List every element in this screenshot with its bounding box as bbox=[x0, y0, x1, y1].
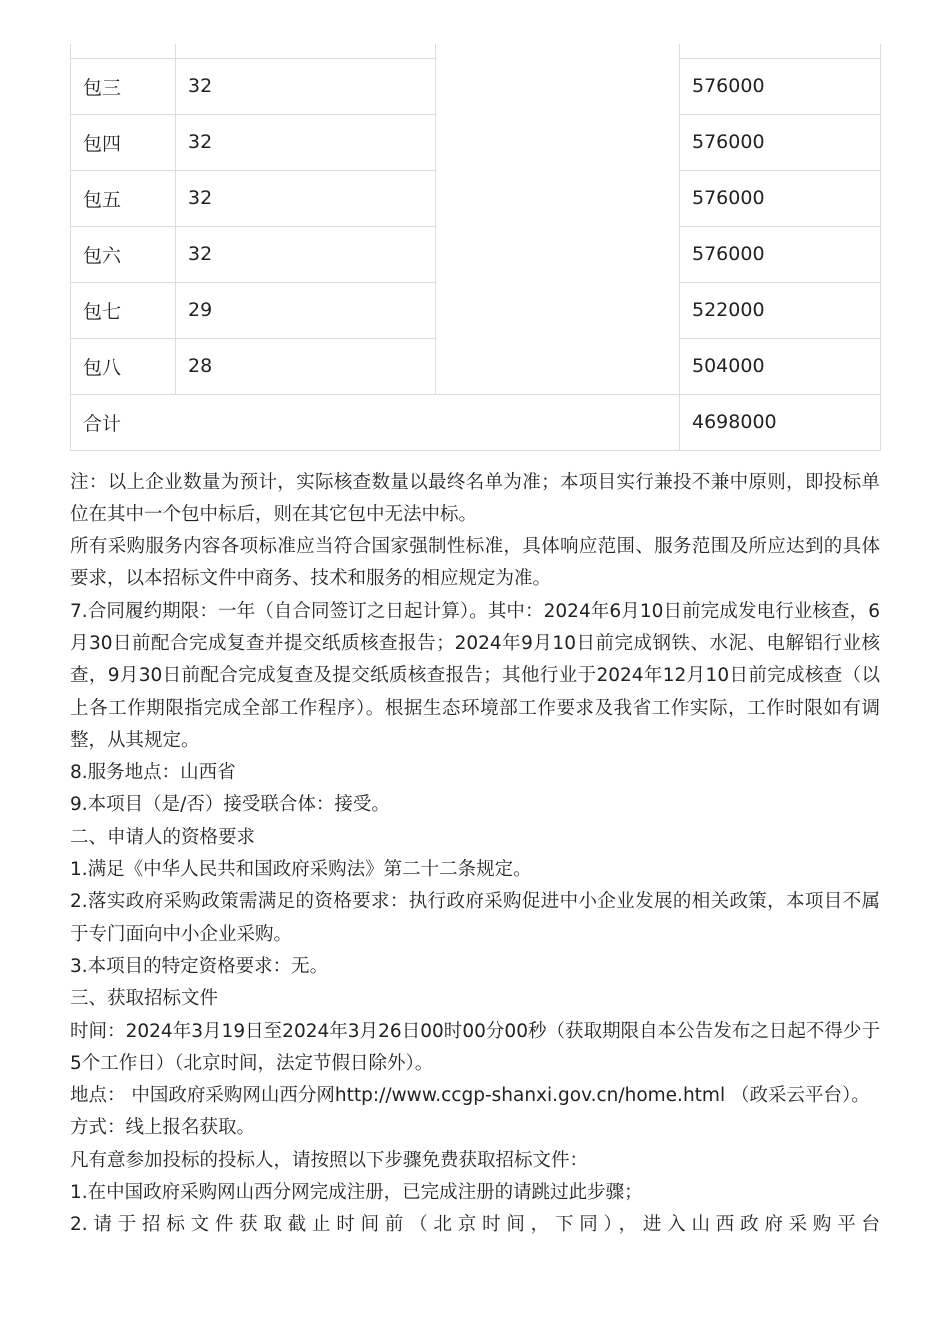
budget-amount: 504000 bbox=[680, 338, 881, 394]
budget-amount: 576000 bbox=[680, 170, 881, 226]
qualification-item-1: 1.满足《中华人民共和国政府采购法》第二十二条规定。 bbox=[70, 859, 532, 881]
enterprise-count: 28 bbox=[176, 338, 436, 394]
budget-amount: 576000 bbox=[680, 114, 881, 170]
total-label: 合计 bbox=[71, 394, 680, 450]
obtain-step-1: 1.在中国政府采购网山西分网完成注册，已完成注册的请跳过此步骤； bbox=[70, 1182, 643, 1204]
standards-paragraph: 所有采购服务内容各项标准应当符合国家强制性标准，具体响应范围、服务范围及所应达到的具体要求，以本招标文件中商务、技术和服务的相应规定为准。 bbox=[70, 536, 880, 590]
table-row bbox=[71, 114, 881, 170]
package-budget-table bbox=[70, 44, 881, 451]
contract-period-paragraph: 7.合同履约期限：一年（自合同签订之日起计算）。其中：2024年6月10日前完成发电行业核查，6月30日前配合完成复查并提交纸质核查报告；2024年9月10日前完成钢铁、水泥、电解铝行业核查，9月30日前配合完成复查及提交纸质核查报告；其他行业于2024年12月10日前完成核查（以上各工作期限指完成全部工作程序）。根据生态环境部工作要求及我省工作实际，工作时限如有调整，从其规定。 bbox=[70, 600, 880, 751]
obtain-location-paragraph: 地点： 中国政府采购网山西分网http://www.ccgp-shanxi.gov.cn/home.html （政采云平台）。 bbox=[70, 1085, 870, 1107]
section-heading-qualification: 二、申请人的资格要求 bbox=[70, 826, 256, 848]
budget-amount: 576000 bbox=[680, 58, 881, 114]
note-paragraph: 注：以上企业数量为预计，实际核查数量以最终名单为准；本项目实行兼投不兼中原则，即投标单位在其中一个包中标后，则在其它包中无法中标。 bbox=[70, 471, 880, 525]
package-name: 包六 bbox=[71, 226, 176, 282]
package-name: 包八 bbox=[71, 338, 176, 394]
obtain-time-paragraph: 时间：2024年3月19日至2024年3月26日00时00分00秒（获取期限自本公告发布之日起不得少于5个工作日）（北京时间，法定节假日除外）。 bbox=[70, 1020, 880, 1074]
package-name: 包三 bbox=[71, 58, 176, 114]
merged-cell bbox=[436, 282, 680, 338]
budget-amount: 522000 bbox=[680, 282, 881, 338]
table-row bbox=[71, 226, 881, 282]
enterprise-count: 32 bbox=[176, 170, 436, 226]
budget-amount: 576000 bbox=[680, 226, 881, 282]
merged-cell bbox=[436, 58, 680, 114]
table-row bbox=[71, 338, 881, 394]
table-row bbox=[71, 282, 881, 338]
qualification-item-3: 3.本项目的特定资格要求：无。 bbox=[70, 955, 329, 977]
merged-cell bbox=[436, 114, 680, 170]
merged-cell bbox=[436, 170, 680, 226]
total-amount: 4698000 bbox=[680, 394, 881, 450]
notice-body bbox=[70, 467, 880, 1242]
table-total-row bbox=[71, 394, 881, 450]
document-page bbox=[70, 44, 880, 1242]
merged-cell bbox=[436, 338, 680, 394]
service-location-paragraph: 8.服务地点：山西省 bbox=[70, 762, 236, 784]
enterprise-count: 32 bbox=[176, 226, 436, 282]
consortium-paragraph: 9.本项目（是/否）接受联合体：接受。 bbox=[70, 794, 390, 816]
package-name: 包五 bbox=[71, 170, 176, 226]
obtain-steps-intro: 凡有意参加投标的投标人，请按照以下步骤免费获取招标文件： bbox=[70, 1149, 589, 1171]
section-heading-obtain-documents: 三、获取招标文件 bbox=[70, 988, 219, 1010]
enterprise-count: 29 bbox=[176, 282, 436, 338]
enterprise-count: 32 bbox=[176, 58, 436, 114]
table-row-continued bbox=[71, 44, 881, 58]
package-name: 包四 bbox=[71, 114, 176, 170]
obtain-step-2: 2.请于招标文件获取截止时间前（北京时间，下同），进入山西政府采购平台 bbox=[70, 1214, 880, 1236]
table-row bbox=[71, 58, 881, 114]
table-row bbox=[71, 170, 881, 226]
qualification-item-2: 2.落实政府采购政策需满足的资格要求：执行政府采购促进中小企业发展的相关政策，本项目不属于专门面向中小企业采购。 bbox=[70, 891, 880, 945]
obtain-method-paragraph: 方式：线上报名获取。 bbox=[70, 1117, 256, 1139]
package-name: 包七 bbox=[71, 282, 176, 338]
enterprise-count: 32 bbox=[176, 114, 436, 170]
merged-cell bbox=[436, 226, 680, 282]
